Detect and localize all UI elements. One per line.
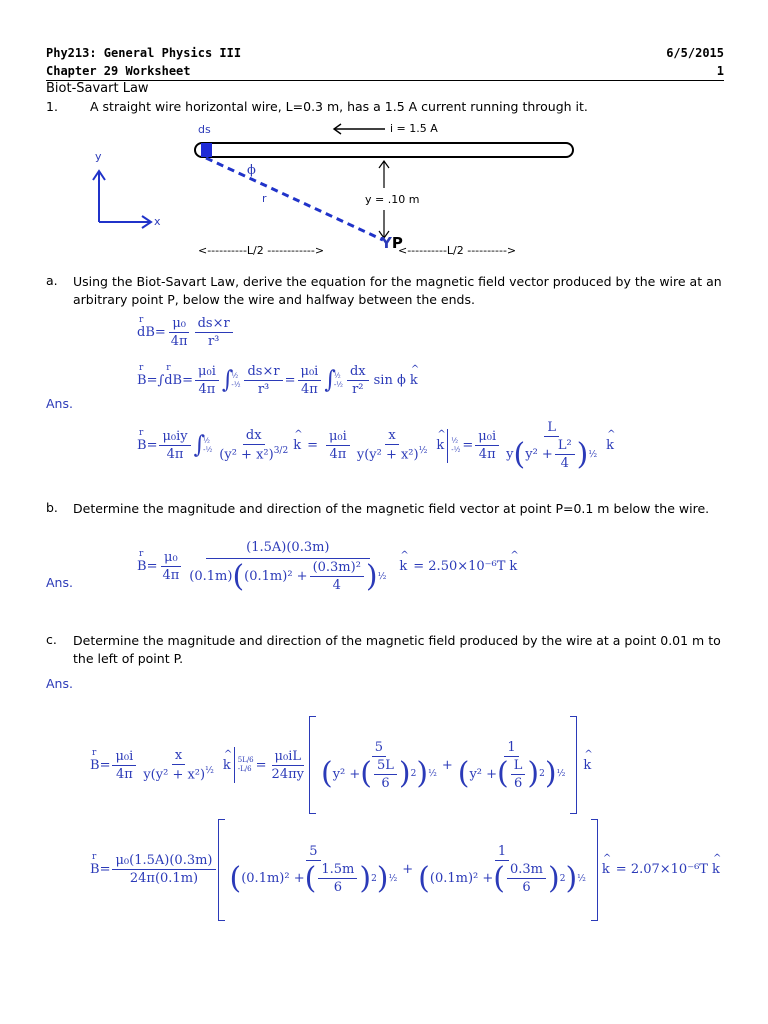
left-half-label: <----------L/2 ------------> [198, 244, 325, 257]
equation-c1: r B = $\frac{\text{μ₀i}}{4\pi}$ $\frac{x}{y(y^2 + x^2)^{\frac{1}{2}}}$ ^ k 5L/6 -L/6 = $\frac{\text{μ₀iL}}{24\pi y}$ 5 ( y² + ( $\frac{5L}{6}$ ) 2 ) ½ + 1 ( y² + ( $\frac{L}{6}$ ) 2 ) ½ ^ k [90, 720, 591, 810]
worksheet-title: Chapter 29 Worksheet [46, 64, 191, 78]
equation-a2: r B =∫ r dB = $\frac{\text{μ₀i}}{4\pi}$ ∫ ½ -½ $\frac{ds\times r}{\text{r³}}$ = $\frac{\text{μ₀i}}{4\pi}$ ∫ ½ -½ $\frac{dx}{\text{r²}}$ sin ϕ ^ k [137, 364, 418, 397]
part-c-ans-label: Ans. [46, 676, 73, 691]
y-axis-label: y [95, 150, 102, 163]
equation-b: r B = $\frac{\text{μ₀}}{4\pi}$ (1.5A)(0.3m) (0.1m) ( (0.1m)² + $\frac{\text{(0.3m)²}}{4}$ ) ½ ^ k = 2.50×10⁻⁶T ^ k [137, 540, 517, 593]
page-number: 1 [716, 64, 724, 78]
part-a-ans-label: Ans. [46, 396, 73, 411]
part-b-letter: b. [46, 500, 58, 515]
equation-c2: r B = $\frac{\text{μ₀(1.5A)(0.3m)}}{24\pi(0.1m)}$ 5 ( (0.1m)² + ( $\frac{1.5m}{6}$ ) 2 ) ½ + 1 ( (0.1m)² + ( $\frac{0.3m}{6}$ ) 2 ) ½ ^ k = 2.07×10⁻⁶T ^ k [90, 822, 720, 917]
header-date: 6/5/2015 [666, 46, 724, 60]
distance-label: y = .10 m [365, 193, 420, 206]
section-title: Biot-Savart Law [46, 81, 149, 96]
part-c-question: Determine the magnitude and direction of the magnetic field produced by the wire at a point 0.01 m to the left of point P. [73, 633, 721, 666]
problem-number: 1. [46, 99, 58, 114]
equation-a3: r B = $\frac{\text{μ₀iy}}{4\pi}$ ∫ ½ -½ $\frac{dx}{(y^2 + x^2)^{3/2}}$ ^ k = $\frac{\text{μ₀i}}{4\pi}$ $\frac{x}{y(y^2 + x^2)^{\frac{1}{2}}}$ ^ k ½ -½ = $\frac{\text{μ₀i}}{4\pi}$ L y ( y² + $\frac{\text{L²}}{4}$ ) ½ ^ k [137, 420, 614, 471]
current-label: i = 1.5 A [390, 122, 438, 135]
wire-diagram [90, 118, 590, 263]
r-line [206, 158, 383, 240]
ds-label: ds [198, 123, 211, 136]
point-p-label: YP [381, 234, 403, 252]
r-label: r [262, 192, 267, 205]
phi-label: ϕ [247, 163, 256, 178]
ds-segment [201, 143, 212, 157]
problem-statement: A straight wire horizontal wire, L=0.3 m, has a 1.5 A current running through it. [90, 99, 588, 114]
right-half-label: <----------L/2 ----------> [398, 244, 517, 257]
wire [195, 143, 573, 157]
course-title: Phy213: General Physics III [46, 46, 242, 60]
part-b-question: Determine the magnitude and direction of the magnetic field vector at point P=0.1 m below the wire. [73, 501, 710, 516]
equation-a1: r dB = $\frac{\text{μ₀}}{4\pi}$ $\frac{ds\times r}{\text{r³}}$ [137, 316, 235, 349]
y-marker: Y [381, 234, 392, 252]
part-a-question: Using the Biot-Savart Law, derive the equation for the magnetic field vector produced by the wire at an arbitrary point P, below the wire and halfway between the ends. [73, 274, 722, 307]
part-a-letter: a. [46, 273, 58, 288]
part-b-ans-label: Ans. [46, 575, 73, 590]
x-axis-label: x [154, 215, 161, 228]
part-c-letter: c. [46, 632, 57, 647]
